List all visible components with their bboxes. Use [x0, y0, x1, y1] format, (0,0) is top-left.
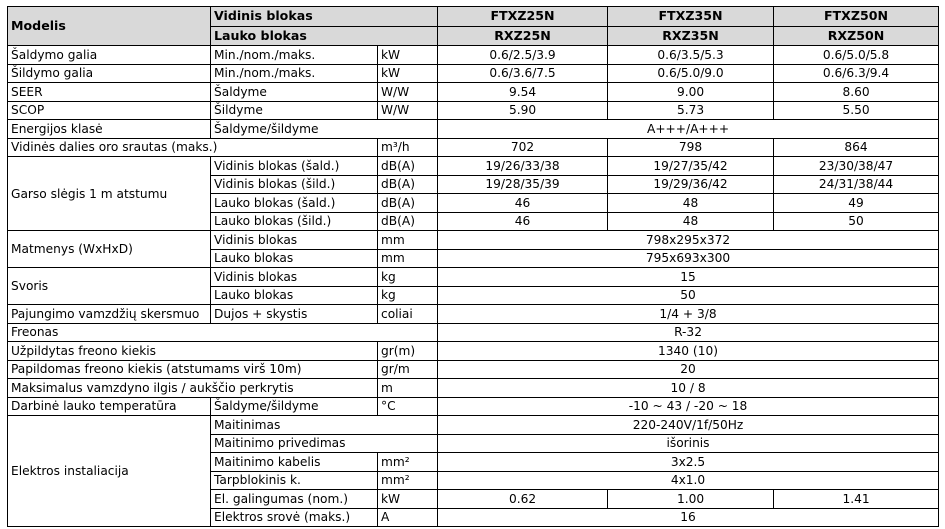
table-row: [8, 305, 939, 324]
value-cell: 23/30/38/47: [774, 157, 939, 176]
value-cell: 0.6/5.0/9.0: [608, 64, 774, 83]
outdoor-model-3: RXZ50N: [774, 26, 939, 46]
row-label: Vidinės dalies oro srautas (maks.): [8, 138, 378, 157]
row-unit: kW: [378, 64, 438, 83]
row-sublabel: Šaldyme: [211, 83, 378, 102]
value-cell: 1340 (10): [438, 342, 939, 361]
row-sublabel: Lauko blokas: [211, 249, 378, 268]
outdoor-unit-label: Lauko blokas: [211, 26, 438, 46]
row-sublabel: Lauko blokas (šald.): [211, 194, 378, 213]
row-sublabel: Vidinis blokas (šild.): [211, 175, 378, 194]
row-sublabel: Vidinis blokas: [211, 231, 378, 250]
value-cell: 864: [774, 138, 939, 157]
row-unit: gr/m: [378, 360, 438, 379]
indoor-model-1: FTXZ25N: [438, 7, 608, 27]
value-cell: 49: [774, 194, 939, 213]
value-cell: 46: [438, 194, 608, 213]
value-cell: 1/4 + 3/8: [438, 305, 939, 324]
table-row: [8, 323, 939, 342]
value-cell: 19/28/35/39: [438, 175, 608, 194]
value-cell: 5.73: [608, 101, 774, 120]
table-row: [8, 101, 939, 120]
indoor-unit-label: Vidinis blokas: [211, 7, 438, 27]
value-cell: 48: [608, 194, 774, 213]
row-unit: m³/h: [378, 138, 438, 157]
value-cell: 10 / 8: [438, 379, 939, 398]
value-cell: 795x693x300: [438, 249, 939, 268]
row-sublabel: Šildyme: [211, 101, 378, 120]
value-cell: 0.6/3.6/7.5: [438, 64, 608, 83]
value-cell: 0.6/3.5/5.3: [608, 46, 774, 65]
value-cell: 8.60: [774, 83, 939, 102]
value-cell: 48: [608, 212, 774, 231]
row-sublabel: Maitinimo kabelis: [211, 453, 378, 472]
value-cell: 1.00: [608, 490, 774, 509]
row-unit: mm²: [378, 471, 438, 490]
value-cell: A+++/A+++: [438, 120, 939, 139]
table-row: [8, 360, 939, 379]
row-label: Šildymo galia: [8, 64, 211, 83]
value-cell: 5.90: [438, 101, 608, 120]
row-unit: A: [378, 508, 438, 527]
value-cell: 15: [438, 268, 939, 287]
spec-table: [7, 6, 939, 527]
outdoor-model-2: RXZ35N: [608, 26, 774, 46]
value-cell: R-32: [438, 323, 939, 342]
row-sublabel: Elektros srovė (maks.): [211, 508, 378, 527]
header-row-indoor: [8, 7, 939, 27]
row-unit: dB(A): [378, 194, 438, 213]
row-unit: m: [378, 379, 438, 398]
value-cell: 19/27/35/42: [608, 157, 774, 176]
row-sublabel: Maitinimas: [211, 416, 438, 435]
outdoor-model-1: RXZ25N: [438, 26, 608, 46]
row-label: Svoris: [8, 268, 211, 305]
row-unit: °C: [378, 397, 438, 416]
table-row: [8, 138, 939, 157]
value-cell: 0.62: [438, 490, 608, 509]
row-sublabel: Min./nom./maks.: [211, 64, 378, 83]
model-label: Modelis: [8, 7, 211, 46]
table-row: [8, 231, 939, 250]
row-sublabel: Dujos + skystis: [211, 305, 378, 324]
value-cell: 19/26/33/38: [438, 157, 608, 176]
row-unit: dB(A): [378, 157, 438, 176]
row-sublabel: El. galingumas (nom.): [211, 490, 378, 509]
table-row: [8, 64, 939, 83]
indoor-model-2: FTXZ35N: [608, 7, 774, 27]
row-label: Matmenys (WxHxD): [8, 231, 211, 268]
row-unit: kg: [378, 268, 438, 287]
row-label: Garso slėgis 1 m atstumu: [8, 157, 211, 231]
row-label: Elektros instaliacija: [8, 416, 211, 527]
value-cell: 9.54: [438, 83, 608, 102]
row-unit: W/W: [378, 83, 438, 102]
row-sublabel: Lauko blokas (šild.): [211, 212, 378, 231]
value-cell: 3x2.5: [438, 453, 939, 472]
row-unit: gr(m): [378, 342, 438, 361]
value-cell: 0.6/6.3/9.4: [774, 64, 939, 83]
table-row: [8, 342, 939, 361]
table-row: [8, 120, 939, 139]
row-sublabel: Vidinis blokas: [211, 268, 378, 287]
row-unit: mm²: [378, 453, 438, 472]
row-label: Pajungimo vamzdžių skersmuo: [8, 305, 211, 324]
row-sublabel: Maitinimo privedimas: [211, 434, 438, 453]
value-cell: 798x295x372: [438, 231, 939, 250]
table-row: [8, 379, 939, 398]
row-unit: kW: [378, 490, 438, 509]
value-cell: 19/29/36/42: [608, 175, 774, 194]
value-cell: 50: [774, 212, 939, 231]
row-label: Šaldymo galia: [8, 46, 211, 65]
row-label: Freonas: [8, 323, 438, 342]
row-sublabel: Šaldyme/šildyme: [211, 120, 438, 139]
value-cell: -10 ~ 43 / -20 ~ 18: [438, 397, 939, 416]
row-label: Užpildytas freono kiekis: [8, 342, 378, 361]
table-row: [8, 397, 939, 416]
row-label: Darbinė lauko temperatūra: [8, 397, 211, 416]
value-cell: 4x1.0: [438, 471, 939, 490]
row-label: Maksimalus vamzdyno ilgis / aukščio perkrytis: [8, 379, 378, 398]
value-cell: 1.41: [774, 490, 939, 509]
value-cell: 220-240V/1f/50Hz: [438, 416, 939, 435]
row-unit: dB(A): [378, 212, 438, 231]
row-sublabel: Šaldyme/šildyme: [211, 397, 378, 416]
row-unit: coliai: [378, 305, 438, 324]
row-label: Energijos klasė: [8, 120, 211, 139]
table-row: [8, 46, 939, 65]
row-unit: mm: [378, 249, 438, 268]
value-cell: 24/31/38/44: [774, 175, 939, 194]
row-unit: kg: [378, 286, 438, 305]
row-label: SCOP: [8, 101, 211, 120]
row-unit: W/W: [378, 101, 438, 120]
value-cell: 50: [438, 286, 939, 305]
row-sublabel: Min./nom./maks.: [211, 46, 378, 65]
value-cell: išorinis: [438, 434, 939, 453]
row-label: Papildomas freono kiekis (atstumams virš 10m): [8, 360, 378, 379]
row-sublabel: Vidinis blokas (šald.): [211, 157, 378, 176]
table-row: [8, 83, 939, 102]
value-cell: 0.6/5.0/5.8: [774, 46, 939, 65]
row-unit: kW: [378, 46, 438, 65]
value-cell: 702: [438, 138, 608, 157]
row-sublabel: Lauko blokas: [211, 286, 378, 305]
row-sublabel: Tarpblokinis k.: [211, 471, 378, 490]
value-cell: 46: [438, 212, 608, 231]
value-cell: 20: [438, 360, 939, 379]
indoor-model-3: FTXZ50N: [774, 7, 939, 27]
value-cell: 798: [608, 138, 774, 157]
row-unit: dB(A): [378, 175, 438, 194]
value-cell: 9.00: [608, 83, 774, 102]
row-unit: mm: [378, 231, 438, 250]
table-row: [8, 268, 939, 287]
value-cell: 16: [438, 508, 939, 527]
row-label: SEER: [8, 83, 211, 102]
table-row: [8, 416, 939, 435]
value-cell: 5.50: [774, 101, 939, 120]
table-row: [8, 157, 939, 176]
value-cell: 0.6/2.5/3.9: [438, 46, 608, 65]
